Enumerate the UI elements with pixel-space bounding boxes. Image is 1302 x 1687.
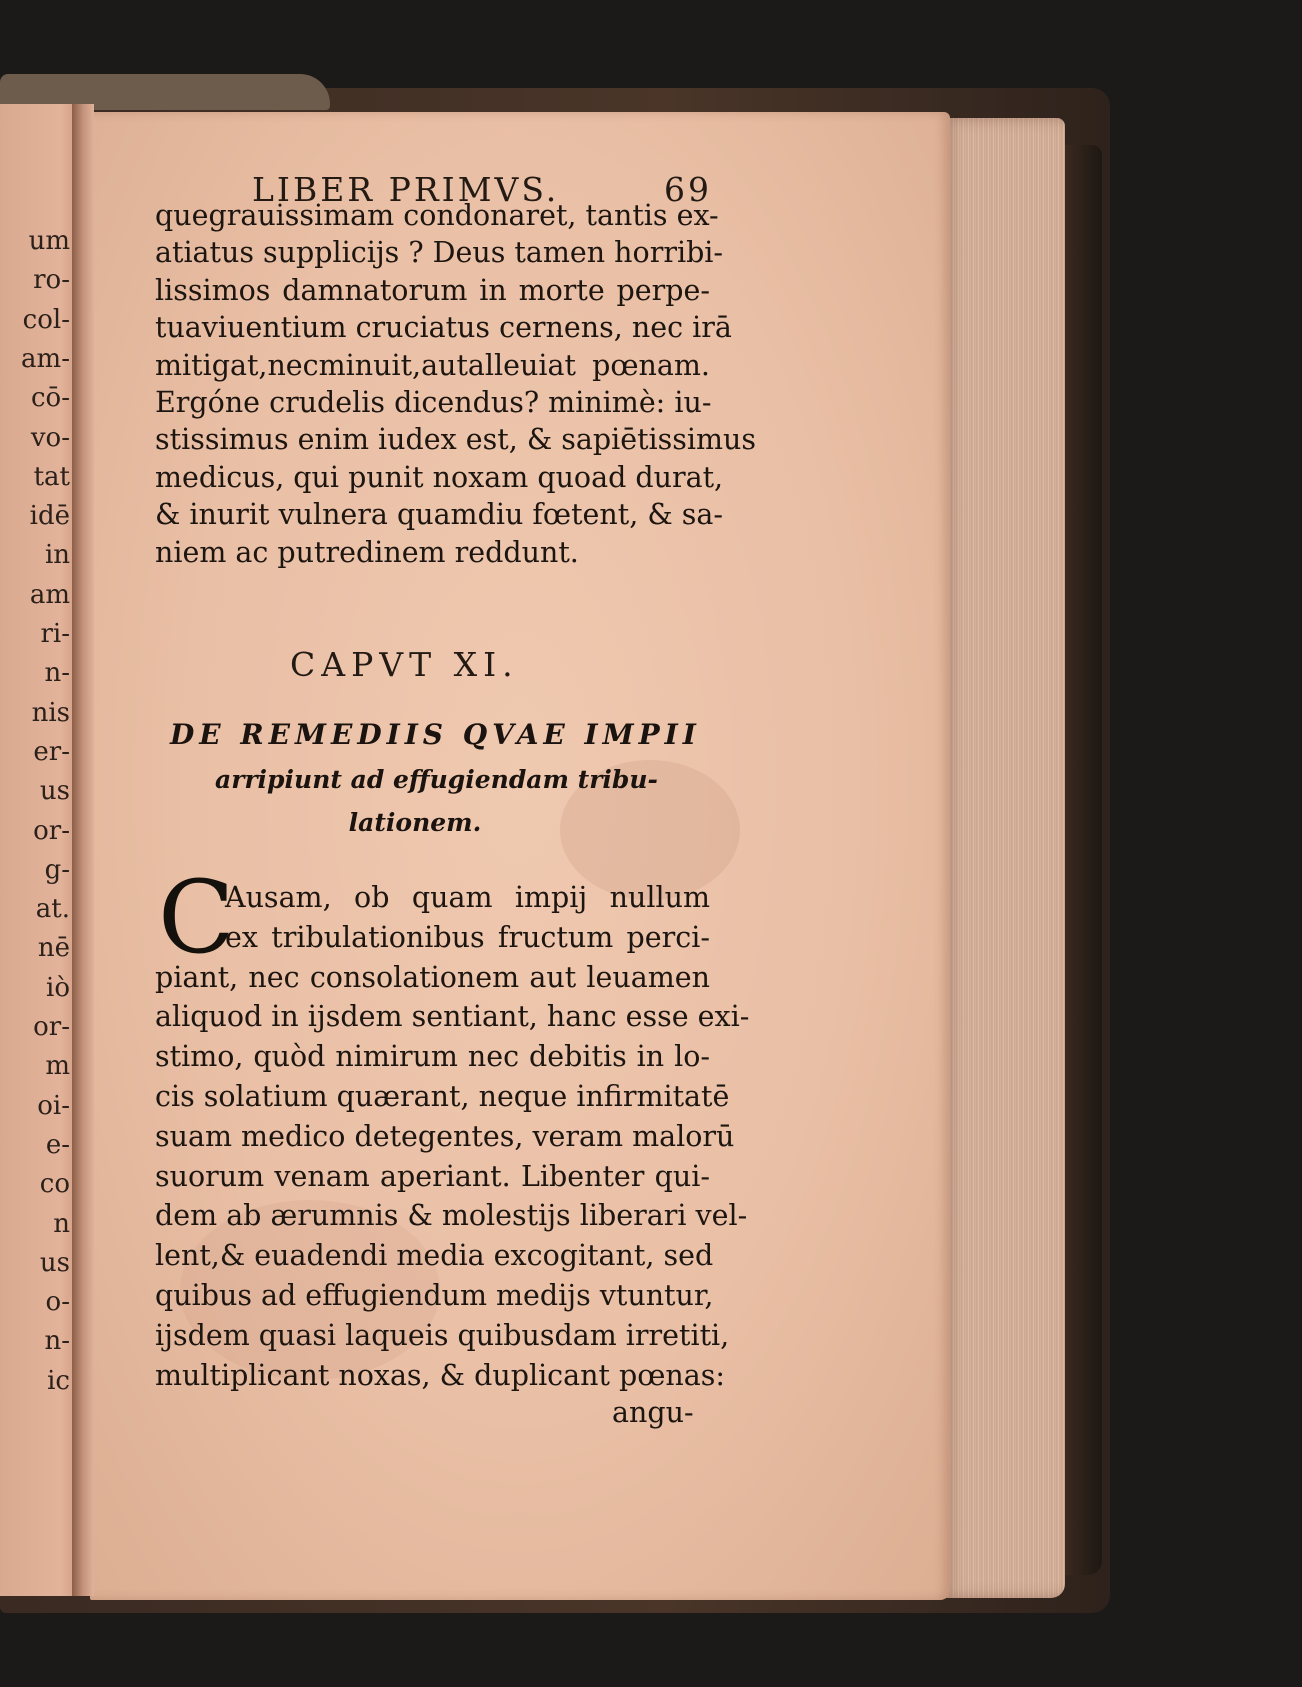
text-line: quibus ad effugiendum medijs vtuntur, <box>155 1279 714 1312</box>
catchword: angu- <box>612 1396 694 1429</box>
left-page-fragment: o- <box>45 1287 70 1318</box>
left-page-fragment: idē <box>29 501 70 532</box>
text-line: mitigat,necminuit,autalleuiat pœnam. <box>155 348 710 382</box>
left-page-fragment: ri- <box>40 619 70 649</box>
chapter-subtitle-line: DE REMEDIIS QVAE IMPII <box>170 718 701 751</box>
left-page-fragment: cō- <box>31 383 70 414</box>
left-page-fragment: n <box>53 1208 70 1239</box>
left-page-fragment: n- <box>44 658 70 689</box>
left-page-fragment: iò <box>46 972 70 1003</box>
page-block-edges <box>940 118 1065 1598</box>
left-page-fragment: n- <box>44 1326 70 1357</box>
text-line: lissimos damnatorum in morte perpe- <box>155 273 710 307</box>
text-line: cis solatium quærant, neque infirmitatē <box>155 1080 730 1113</box>
left-page-fragment: am- <box>21 343 70 374</box>
left-page-fragment: us <box>39 1247 70 1278</box>
page-number: 69 <box>664 170 712 209</box>
left-page-fragment: in <box>44 540 70 571</box>
text-line: suam medico detegentes, veram malorū <box>155 1119 735 1153</box>
text-line: dem ab ærumnis & molestijs liberari vel- <box>155 1199 748 1233</box>
left-page-fragment: or- <box>33 815 70 846</box>
chapter-subtitle-line: lationem. <box>348 808 482 837</box>
left-page-fragment: g- <box>44 854 70 885</box>
left-page-fragment: er- <box>33 736 70 767</box>
text-line: suorum venam aperiant. Libenter qui- <box>155 1159 710 1193</box>
text-line: & inurit vulnera quamdiu fœtent, & sa- <box>155 498 724 532</box>
left-page-fragment: or- <box>33 1012 70 1042</box>
chapter-subtitle-line: arripiunt ad effugiendam tribu- <box>215 765 658 794</box>
text-line: multiplicant noxas, & duplicant pœnas: <box>155 1358 725 1392</box>
left-page-fragment: tat <box>33 461 70 492</box>
left-page-fragment: nis <box>31 697 70 728</box>
text-line: niem ac putredinem reddunt. <box>155 535 579 569</box>
left-page-fragment: m <box>45 1051 70 1082</box>
text-line: atiatus supplicijs ? Deus tamen horribi- <box>155 236 724 270</box>
left-page-fragment: ro- <box>33 265 70 296</box>
text-line: aliquod in ijsdem sentiant, hanc esse exi- <box>155 1000 750 1034</box>
text-line: stimo, quòd nimirum nec debitis in lo- <box>155 1040 710 1074</box>
text-line: stissimus enim iudex est, & sapiētissimus <box>155 423 757 457</box>
text-line: piant, nec consolationem aut leuamen <box>155 960 710 994</box>
text-line: ex tribulationibus fructum perci- <box>225 920 710 954</box>
left-page-fragment: oi- <box>37 1090 70 1121</box>
left-page-fragment: e- <box>45 1129 70 1160</box>
left-page-fragment: ic <box>47 1365 70 1396</box>
text-line: ijsdem quasi laqueis quibusdam irretiti, <box>155 1318 730 1352</box>
book-back-cover-edge <box>1062 145 1102 1575</box>
running-head-title: LIBER PRIMVS. <box>252 170 560 209</box>
left-page-fragment: um <box>28 226 70 256</box>
text-line: lent,& euadendi media excogitant, sed <box>155 1239 714 1273</box>
left-page-fragment: co <box>39 1169 70 1200</box>
left-page-fragment: vo- <box>30 422 70 453</box>
chapter-heading: CAPVT XI. <box>290 645 519 684</box>
text-line: tuaviuentium cruciatus cernens, nec irā <box>155 311 732 345</box>
text-line: quegrauissimam condonaret, tantis ex- <box>155 199 719 232</box>
left-page-fragment: at. <box>35 894 70 925</box>
left-page-fragment: col- <box>22 304 70 335</box>
text-line: Ergóne crudelis dicendus? minimè: iu- <box>155 386 712 419</box>
text-line: medicus, qui punit noxam quoad durat, <box>155 460 724 494</box>
left-page-fragment: nē <box>37 933 70 964</box>
drop-cap: C <box>158 859 235 976</box>
gutter <box>72 104 94 1596</box>
text-line: Ausam, ob quam impij nullum <box>225 881 710 914</box>
left-page-fragment: us <box>39 776 70 807</box>
left-page-fragment: am <box>29 579 70 610</box>
